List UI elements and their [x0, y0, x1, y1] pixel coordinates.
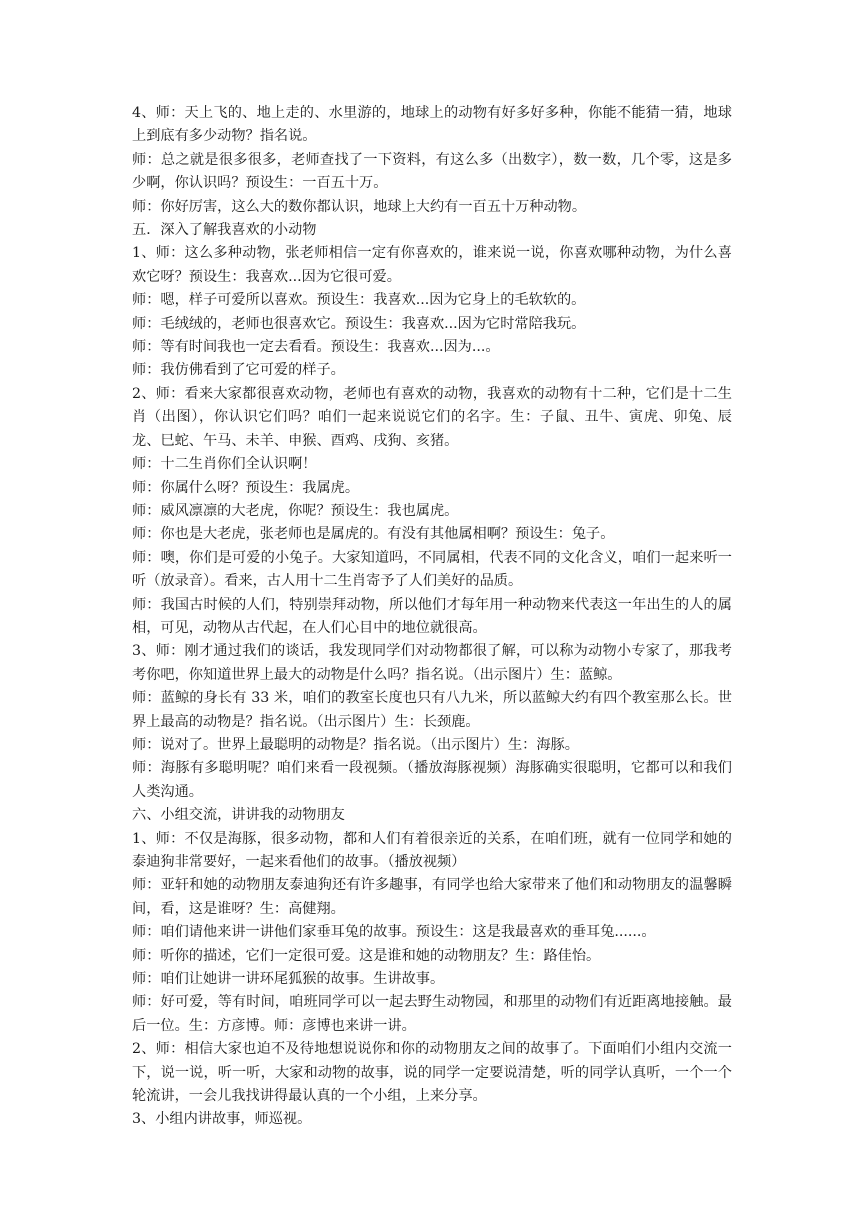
paragraph: 六、小组交流，讲讲我的动物朋友 [132, 807, 345, 824]
paragraph: 师：总之就是很多很多，老师查找了一下资料，有这么多（出数字），数一数，几个零，这是多少啊，你认识吗？预设生：一百五十万。 [132, 151, 732, 192]
paragraph: 师：你也是大老虎，张老师也是属虎的。有没有其他属相啊？预设生：兔子。 [132, 526, 615, 543]
paragraph: 师：听你的描述，它们一定很可爱。这是谁和她的动物朋友？生：路佳怡。 [132, 947, 601, 964]
paragraph: 师：十二生肖你们全认识啊！ [132, 456, 317, 473]
paragraph: 师：亚轩和她的动物朋友泰迪狗还有许多趣事，有同学也给大家带来了他们和动物朋友的温馨瞬间，看，这是谁呀？生：高健翔。 [132, 877, 732, 917]
paragraph: 师：说对了。世界上最聪明的动物是？指名说。（出示图片）生：海豚。 [132, 736, 579, 753]
paragraph: 师：蓝鲸的身长有 33 米，咱们的教室长度也只有八九米，所以蓝鲸大约有四个教室那么长。世界上最高的动物是？指名说。（出示图片）生：长颈鹿。 [132, 690, 732, 730]
paragraph: 五．深入了解我喜欢的小动物 [132, 222, 317, 239]
paragraph: 2、师：相信大家也迫不及待地想说说你和你的动物朋友之间的故事了。下面咱们小组内交流一下，说一说，听一听，大家和动物的故事，说的同学一定要说清楚，听的同学认真听，一个一个轮流讲，一会儿我找讲得最认真的一个小组，上来分享。 [132, 1041, 732, 1105]
paragraph: 师：噢，你们是可爱的小兔子。大家知道吗，不同属相，代表不同的文化含义，咱们一起来听一听（放录音）。看来，古人用十二生肖寄予了人们美好的品质。 [132, 549, 732, 590]
paragraph: 师：咱们让她讲一讲环尾狐猴的故事。生讲故事。 [132, 971, 445, 988]
paragraph: 师：咱们请他来讲一讲他们家垂耳兔的故事。预设生：这是我最喜欢的垂耳兔......。 [132, 924, 656, 941]
paragraph: 师：我仿佛看到了它可爱的样子。 [132, 362, 345, 379]
paragraph: 师：毛绒绒的，老师也很喜欢它。预设生：我喜欢...因为它时常陪我玩。 [132, 315, 586, 332]
paragraph: 师：你属什么呀？预设生：我属虎。 [132, 479, 360, 496]
paragraph: 师：你好厉害，这么大的数你都认识，地球上大约有一百五十万种动物。 [132, 198, 587, 215]
paragraph: 1、师：这么多种动物，张老师相信一定有你喜欢的，谁来说一说，你喜欢哪种动物，为什么喜欢它呀？预设生：我喜欢...因为它很可爱。 [132, 245, 732, 285]
paragraph: 师：好可爱，等有时间，咱班同学可以一起去野生动物园，和那里的动物们有近距离地接触。最后一位。生：方彦博。师：彦博也来讲一讲。 [132, 994, 732, 1034]
paragraph: 师：我国古时候的人们，特别崇拜动物，所以他们才每年用一种动物来代表这一年出生的人的属相，可见，动物从古代起，在人们心目中的地位就很高。 [132, 596, 732, 636]
paragraph: 3、小组内讲故事，师巡视。 [132, 1111, 312, 1128]
paragraph: 3、师：刚才通过我们的谈话，我发现同学们对动物都很了解，可以称为动物小专家了，那我考考你吧，你知道世界上最大的动物是什么吗？指名说。（出示图片）生：蓝鲸。 [132, 643, 732, 683]
paragraph: 师：威风凛凛的大老虎，你呢？预设生：我也属虎。 [132, 502, 459, 519]
document-body [132, 102, 732, 1132]
paragraph: 师：等有时间我也一定去看看。预设生：我喜欢...因为...。 [132, 339, 500, 356]
paragraph: 1、师：不仅是海豚，很多动物，都和人们有着很亲近的关系，在咱们班，就有一位同学和她的泰迪狗非常要好，一起来看他们的故事。（播放视频） [132, 830, 732, 870]
paragraph: 4、师：天上飞的、地上走的、水里游的，地球上的动物有好多好多种，你能不能猜一猜，地球上到底有多少动物？指名说。 [132, 105, 732, 145]
paragraph: 师：嗯，样子可爱所以喜欢。预设生：我喜欢...因为它身上的毛软软的。 [132, 292, 586, 309]
paragraph: 2、师：看来大家都很喜欢动物，老师也有喜欢的动物，我喜欢的动物有十二种，它们是十二生肖（出图），你认识它们吗？咱们一起来说说它们的名字。生：子鼠、丑牛、寅虎、卯兔、辰龙、巳蛇、午马、未羊、申猴、酉鸡、戌狗、亥猪。 [132, 385, 732, 449]
paragraph: 师：海豚有多聪明呢？咱们来看一段视频。（播放海豚视频）海豚确实很聪明，它都可以和我们人类沟通。 [132, 760, 732, 800]
